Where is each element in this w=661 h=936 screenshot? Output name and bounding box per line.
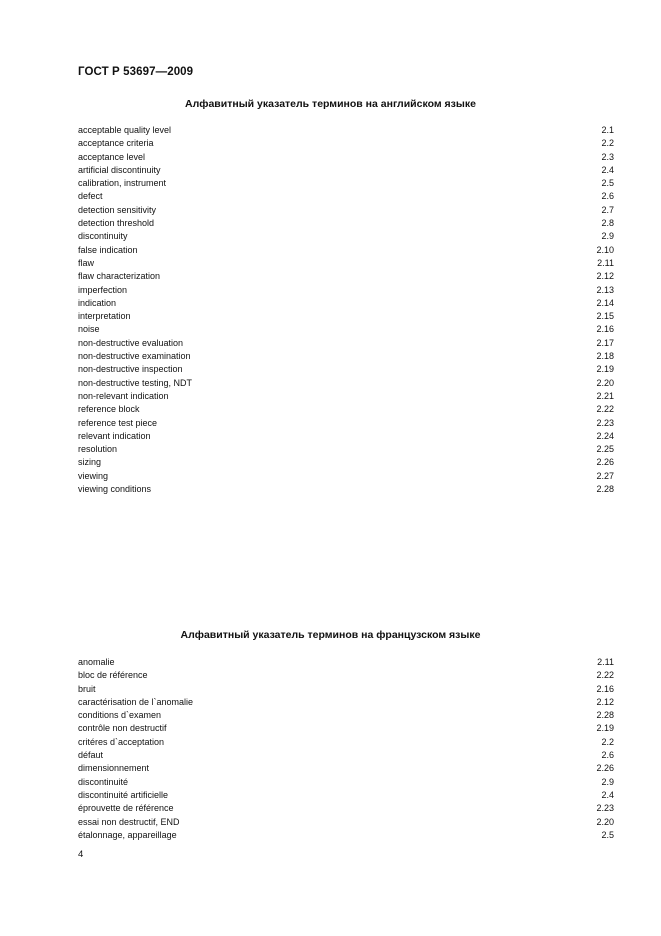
index-term: discontinuité artificielle bbox=[78, 789, 169, 800]
index-term: viewing bbox=[78, 470, 109, 481]
index-entry bbox=[78, 363, 614, 376]
index-term: viewing conditions bbox=[78, 484, 152, 495]
index-entry bbox=[78, 736, 614, 749]
index-term: interpretation bbox=[78, 311, 131, 322]
index-term: discontinuity bbox=[78, 231, 128, 242]
index-entry bbox=[78, 137, 614, 150]
index-reference: 2.6 bbox=[601, 191, 614, 202]
index-reference: 2.24 bbox=[596, 430, 614, 441]
index-entry bbox=[78, 177, 614, 190]
index-term: acceptable quality level bbox=[78, 125, 172, 135]
index-entry bbox=[78, 722, 614, 735]
index-term: defect bbox=[78, 191, 103, 202]
index-term: resolution bbox=[78, 444, 118, 455]
index-entry bbox=[78, 696, 614, 709]
index-term: indication bbox=[78, 297, 117, 308]
index-entry bbox=[78, 284, 614, 297]
index-term: sizing bbox=[78, 457, 102, 468]
index-term: noise bbox=[78, 324, 100, 335]
index-entry bbox=[78, 190, 614, 203]
index-term: reference test piece bbox=[78, 417, 158, 428]
index-term: défaut bbox=[78, 750, 104, 761]
index-term: artificial discontinuity bbox=[78, 164, 161, 175]
index-term: étalonnage, appareillage bbox=[78, 829, 177, 840]
index-term: relevant indication bbox=[78, 430, 151, 441]
index-entry bbox=[78, 749, 614, 762]
index-entry bbox=[78, 270, 614, 283]
index-entry bbox=[78, 816, 614, 829]
index-entry bbox=[78, 709, 614, 722]
index-entry bbox=[78, 669, 614, 682]
index-reference: 2.5 bbox=[601, 829, 614, 840]
index-reference: 2.27 bbox=[596, 470, 614, 481]
index-reference: 2.16 bbox=[596, 324, 614, 335]
index-reference: 2.23 bbox=[596, 417, 614, 428]
index-term: discontinuité bbox=[78, 776, 129, 787]
index-term: non-destructive testing, NDT bbox=[78, 377, 193, 388]
index-reference: 2.26 bbox=[596, 763, 614, 774]
index-reference: 2.9 bbox=[601, 231, 614, 242]
french-index-title: Алфавитный указатель терминов на французском языке bbox=[180, 629, 481, 641]
index-reference: 2.28 bbox=[596, 484, 614, 495]
index-term: flaw bbox=[78, 257, 95, 268]
index-entry bbox=[78, 802, 614, 815]
index-entry bbox=[78, 456, 614, 469]
index-term: contrôle non destructif bbox=[78, 723, 167, 734]
index-entry bbox=[78, 350, 614, 363]
french-index-list bbox=[78, 656, 614, 842]
index-term: dimensionnement bbox=[78, 763, 150, 774]
index-term: flaw characterization bbox=[78, 271, 161, 282]
index-entry bbox=[78, 470, 614, 483]
index-term: critéres d`acceptation bbox=[78, 736, 165, 747]
index-entry bbox=[78, 377, 614, 390]
english-index-list bbox=[78, 124, 614, 496]
index-reference: 2.2 bbox=[601, 736, 614, 747]
index-entry bbox=[78, 762, 614, 775]
index-reference: 2.21 bbox=[596, 390, 614, 401]
index-entry bbox=[78, 204, 614, 217]
index-term: essai non destructif, END bbox=[78, 816, 180, 827]
index-reference: 2.8 bbox=[601, 218, 614, 229]
index-reference: 2.5 bbox=[601, 178, 614, 189]
index-term: non-destructive evaluation bbox=[78, 337, 184, 348]
index-reference: 2.12 bbox=[596, 271, 614, 282]
index-reference: 2.4 bbox=[601, 789, 614, 800]
index-reference: 2.14 bbox=[596, 297, 614, 308]
index-entry bbox=[78, 297, 614, 310]
index-term: non-destructive inspection bbox=[78, 364, 183, 375]
index-reference: 2.19 bbox=[596, 364, 614, 375]
index-reference: 2.15 bbox=[596, 311, 614, 322]
index-reference: 2.9 bbox=[601, 776, 614, 787]
index-entry bbox=[78, 257, 614, 270]
index-reference: 2.22 bbox=[596, 404, 614, 415]
index-entry bbox=[78, 483, 614, 496]
index-reference: 2.3 bbox=[601, 151, 614, 162]
index-reference: 2.7 bbox=[601, 204, 614, 215]
index-reference: 2.25 bbox=[596, 444, 614, 455]
index-term: acceptance criteria bbox=[78, 138, 154, 149]
index-entry bbox=[78, 656, 614, 669]
index-term: bloc de référence bbox=[78, 670, 148, 681]
index-term: bruit bbox=[78, 683, 96, 694]
index-entry bbox=[78, 323, 614, 336]
index-reference: 2.19 bbox=[596, 723, 614, 734]
index-term: anomalie bbox=[78, 657, 115, 667]
index-term: conditions d`examen bbox=[78, 710, 162, 721]
index-reference: 2.26 bbox=[596, 457, 614, 468]
index-reference: 2.10 bbox=[596, 244, 614, 255]
index-reference: 2.28 bbox=[596, 710, 614, 721]
index-reference: 2.6 bbox=[601, 750, 614, 761]
index-entry bbox=[78, 683, 614, 696]
index-term: acceptance level bbox=[78, 151, 146, 162]
index-term: caractérisation de l`anomalie bbox=[78, 696, 194, 707]
index-reference: 2.18 bbox=[596, 351, 614, 362]
index-entry bbox=[78, 124, 614, 137]
index-entry bbox=[78, 443, 614, 456]
index-entry bbox=[78, 390, 614, 403]
index-entry bbox=[78, 151, 614, 164]
index-entry bbox=[78, 776, 614, 789]
index-entry bbox=[78, 417, 614, 430]
index-reference: 2.1 bbox=[601, 125, 614, 135]
index-entry bbox=[78, 217, 614, 230]
index-reference: 2.20 bbox=[596, 816, 614, 827]
document-code: ГОСТ Р 53697—2009 bbox=[78, 66, 194, 78]
index-reference: 2.12 bbox=[596, 696, 614, 707]
index-entry bbox=[78, 164, 614, 177]
page-number: 4 bbox=[78, 849, 84, 860]
index-reference: 2.11 bbox=[597, 657, 614, 667]
index-entry bbox=[78, 403, 614, 416]
index-term: false indication bbox=[78, 244, 138, 255]
index-reference: 2.20 bbox=[596, 377, 614, 388]
index-reference: 2.22 bbox=[596, 670, 614, 681]
index-term: detection sensitivity bbox=[78, 204, 157, 215]
index-term: non-destructive examination bbox=[78, 351, 191, 362]
index-entry bbox=[78, 310, 614, 323]
index-entry bbox=[78, 230, 614, 243]
english-index-title: Алфавитный указатель терминов на английском языке bbox=[185, 98, 476, 110]
index-term: reference block bbox=[78, 404, 140, 415]
index-entry bbox=[78, 337, 614, 350]
index-term: éprouvette de référence bbox=[78, 803, 174, 814]
index-entry bbox=[78, 829, 614, 842]
index-reference: 2.23 bbox=[596, 803, 614, 814]
index-entry bbox=[78, 430, 614, 443]
index-reference: 2.2 bbox=[601, 138, 614, 149]
index-reference: 2.4 bbox=[601, 164, 614, 175]
index-reference: 2.13 bbox=[596, 284, 614, 295]
index-entry bbox=[78, 244, 614, 257]
index-reference: 2.11 bbox=[597, 257, 614, 268]
index-term: detection threshold bbox=[78, 218, 155, 229]
index-term: non-relevant indication bbox=[78, 390, 169, 401]
index-term: calibration, instrument bbox=[78, 178, 167, 189]
index-reference: 2.17 bbox=[596, 337, 614, 348]
index-entry bbox=[78, 789, 614, 802]
index-term: imperfection bbox=[78, 284, 128, 295]
index-reference: 2.16 bbox=[596, 683, 614, 694]
